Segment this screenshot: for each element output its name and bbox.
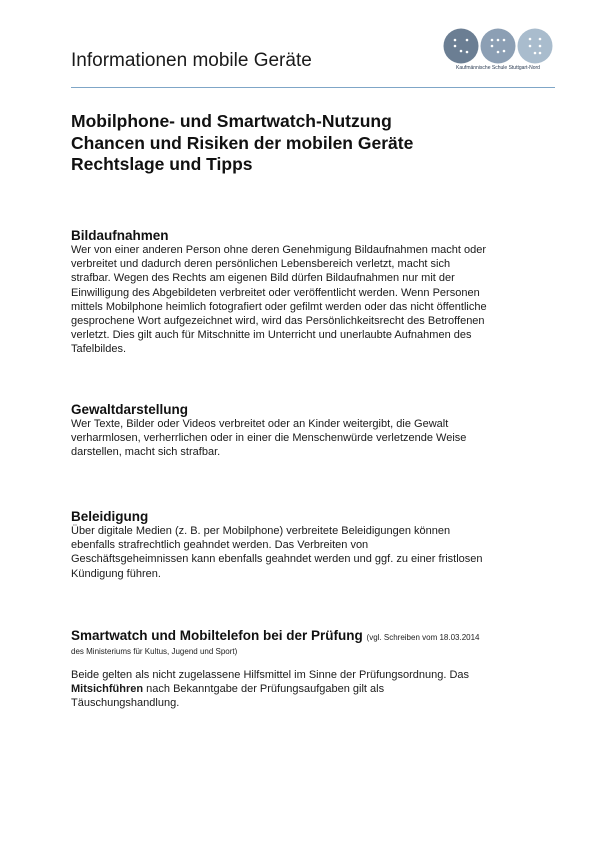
body-line: strafbar. Wegen des Rechts am eigenen Bild dürfen Bildaufnahmen nur mit der xyxy=(71,272,455,285)
body-line: Beide gelten als nicht zugelassene Hilfsmittel im Sinne der Prüfungsordnung. Das xyxy=(71,669,470,681)
section-body xyxy=(71,417,541,460)
section-heading: Smartwatch und Mobiltelefon bei der Prüfung xyxy=(71,628,363,643)
section-bildaufnahmen xyxy=(71,228,541,357)
title-line: Rechtslage und Tipps xyxy=(71,154,253,174)
body-line: verbreitet und dadurch deren persönlichen Lebensbereich verletzt, macht sich xyxy=(71,258,451,271)
body-line: darstellen, macht sich strafbar. xyxy=(71,446,221,459)
body-line: Geschäftsgeheimnissen kann ebenfalls geahndet werden und ggf. zu einer fristlosen xyxy=(71,553,483,566)
section-body xyxy=(71,243,541,357)
body-line: Wer von einer anderen Person ohne deren Genehmigung Bildaufnahmen macht oder xyxy=(71,244,487,256)
header-title: Informationen mobile Geräte xyxy=(71,50,312,71)
school-logo-icon xyxy=(442,27,554,65)
body-line: Kündigung führen. xyxy=(71,567,161,580)
paragraph-gap xyxy=(71,657,541,668)
body-line: Über digitale Medien (z. B. per Mobilphone) verbreitete Beleidigungen können xyxy=(71,525,451,537)
body-line: verletzt. Dies gilt auch für Mitschnitte im Unterricht und unerlaubte Aufnahmen des xyxy=(71,329,472,342)
section-heading: Beleidigung xyxy=(71,509,149,524)
body-line: Einwilligung des Abgebildeten verbreitet oder veröffentlicht werden. Wenn Personen xyxy=(71,286,480,299)
body-line: Tafelbildes. xyxy=(71,343,127,356)
title-line: Mobilphone- und Smartwatch-Nutzung xyxy=(71,111,392,131)
section-body xyxy=(71,524,541,581)
body-line: Täuschungshandlung. xyxy=(71,697,180,710)
body-text: nach Bekanntgabe der Prüfungsaufgaben gilt als xyxy=(143,683,385,696)
body-line: verharmlosen, verherrlichen oder in einer die Menschenwürde verletzende Weise xyxy=(71,432,467,445)
section-pruefung xyxy=(71,628,541,711)
body-line: gesprochene Wort aufgezeichnet wird, wird das Persönlichkeitsrecht des Betroffenen xyxy=(71,315,485,328)
body-line: ebenfalls strafrechtlich geahndet werden. Das Verbreiten von xyxy=(71,539,369,552)
section-gewaltdarstellung xyxy=(71,402,541,460)
body-line: mittels Mobilphone heimlich fotografiert oder gefilmt werden oder das nicht öffentliche xyxy=(71,300,487,313)
section-heading: Gewaltdarstellung xyxy=(71,402,189,417)
section-heading-row xyxy=(71,628,541,645)
emphasis-text: Mitsichführen xyxy=(71,683,144,696)
section-heading: Bildaufnahmen xyxy=(71,228,169,243)
logo-caption: Kaufmännische Schule Stuttgart-Nord xyxy=(456,65,540,71)
header-divider xyxy=(71,87,555,88)
title-line: Chancen und Risiken der mobilen Geräte xyxy=(71,132,414,153)
reference-note-continued: des Ministeriums für Kultus, Jugend und Sport) xyxy=(71,647,238,656)
document-title xyxy=(71,111,413,176)
school-logo xyxy=(442,27,554,79)
body-line: Wer Texte, Bilder oder Videos verbreitet oder an Kinder weitergibt, die Gewalt xyxy=(71,418,449,430)
reference-note: (vgl. Schreiben vom 18.03.2014 xyxy=(366,633,480,642)
section-beleidigung xyxy=(71,509,541,581)
body-line xyxy=(71,682,541,696)
section-body xyxy=(71,668,541,711)
